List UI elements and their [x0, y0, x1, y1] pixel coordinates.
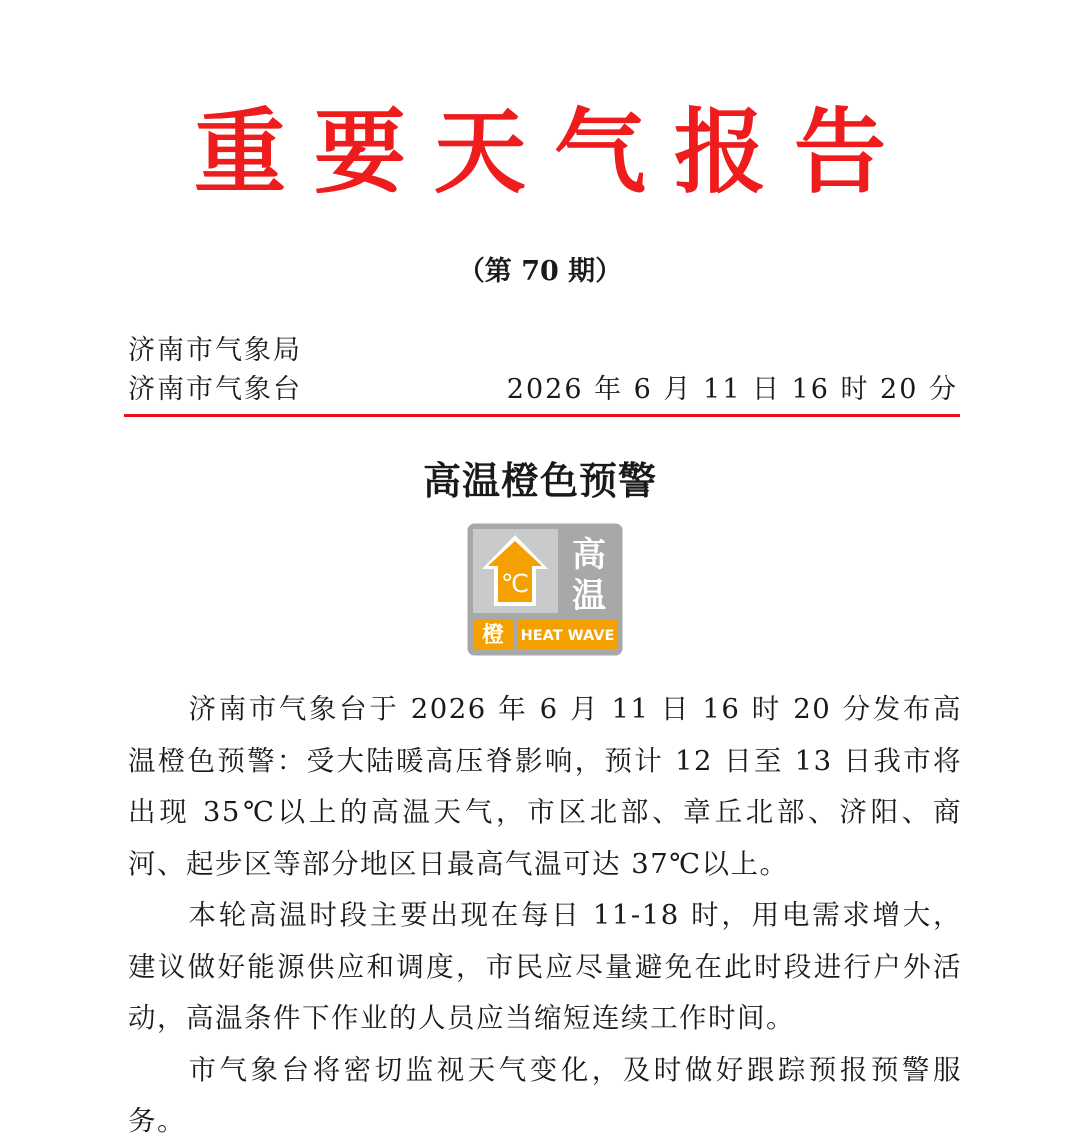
celsius-symbol: ℃	[500, 569, 530, 598]
issuer-station: 济南市气象台	[128, 374, 302, 405]
report-title: 重要天气报告	[193, 99, 914, 206]
sign-english-label: HEAT WAVE	[520, 628, 615, 644]
warning-title: 高温橙色预警	[422, 458, 657, 503]
sign-type-char-1: 高	[572, 535, 606, 575]
body-paragraph-1: 济南市气象台于 2026 年 6 月 11 日 16 时 20 分发布高温橙色预警：受大陆暖高压脊影响，预计 12 日至 13 日我市将出现 35℃以上的高温天气，市区北部、章丘北部、济阳、商河、起步区等部分地区日最高气温可达 37℃以上。	[128, 693, 962, 880]
body-paragraph-2: 本轮高温时段主要出现在每日 11-18 时，用电需求增大，建议做好能源供应和调度，市民应尽量避免在此时段进行户外活动，高温条件下作业的人员应当缩短连续工作时间。	[128, 899, 962, 1034]
red-divider	[124, 414, 960, 417]
sign-type-char-2: 温	[572, 576, 606, 616]
heat-wave-orange-warning-sign	[467, 523, 623, 656]
issuer-bureau: 济南市气象局	[128, 335, 302, 366]
body-paragraph-3: 市气象台将密切监视天气变化，及时做好跟踪预报预警服务。	[128, 1053, 962, 1137]
sign-level-char: 橙	[481, 623, 505, 648]
issue-datetime: 2026 年 6 月 11 日 16 时 20 分	[506, 374, 958, 405]
issue-number: （第 70 期）	[457, 256, 623, 287]
warning-body	[128, 684, 962, 1148]
